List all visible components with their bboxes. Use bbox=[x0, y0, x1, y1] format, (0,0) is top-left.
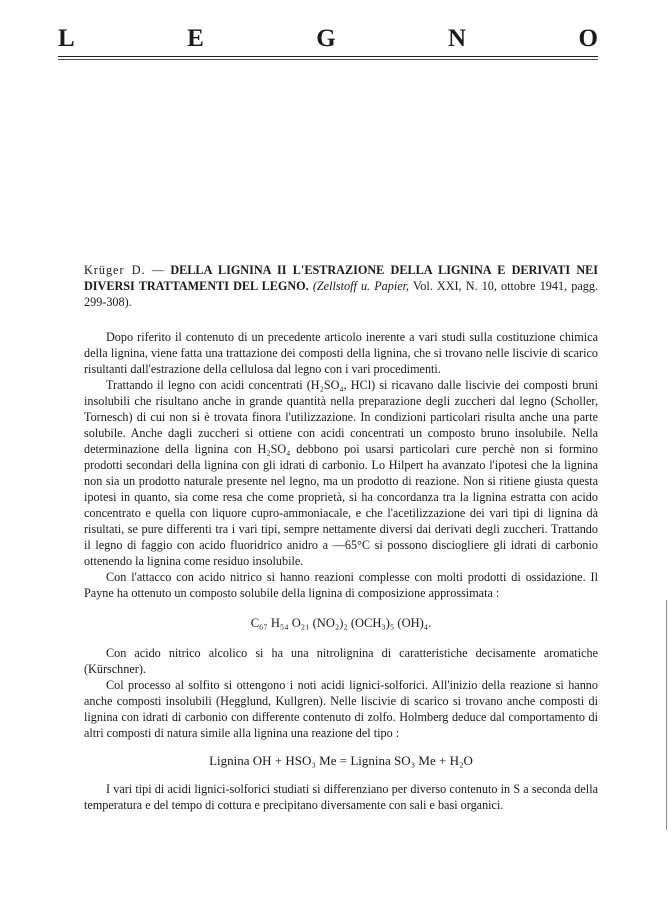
header-letter: G bbox=[316, 25, 336, 52]
article-title: DELLA LIGNINA II L'ESTRAZIONE DELLA LIGNINA E DERIVATI NEI DIVERSI TRATTAMENTI DEL LEGNO. bbox=[84, 263, 599, 293]
journal-name: (Zellstoff u. Papier, bbox=[312, 279, 410, 293]
header-letter: O bbox=[578, 25, 598, 52]
heading-dash: — bbox=[145, 263, 171, 277]
header-letter: L bbox=[58, 25, 75, 52]
paragraph: Col processo al solfito si ottengono i noti acidi lignici-solforici. All'inizio della reazione si hanno anche composti insolubili (Hegglund, Kullgren). Nelle liscivie di scarico si trovano anche composti di lignina con idrati di carbonio con differente contenuto di zolfo. Holmberg deduce dal comportamento di altri composti di natura simile alla lignina una reazione del tipo : bbox=[84, 678, 598, 740]
formula-holmberg: Lignina OH + HSO₃ Me = Lignina SO₃ Me + H₂O bbox=[209, 753, 473, 768]
header-rule-thin bbox=[58, 59, 598, 60]
paragraph: Con acido nitrico alcolico si ha una nitrolignina di caratteristiche decisamente aromatiche (Kürschner). bbox=[84, 646, 598, 676]
paragraph: I vari tipi di acidi lignici-solforici studiati si differenziano per diverso contenuto in S a seconda della temperatura e del tempo di cottura e precipitano diversamente con sali e basi organici. bbox=[84, 782, 598, 812]
paragraph: Con l'attacco con acido nitrico si hanno reazioni complesse con molti prodotti di ossidazione. Il Payne ha ottenuto un composto solubile della lignina di composizione approssimata : bbox=[84, 570, 598, 600]
paragraph: Dopo riferito il contenuto di un precedente articolo inerente a vari studi sulla costituzione chimica della lignina, viene fatta una trattazione dei composti della lignina, che si trovano nelle liscivie di scarico risultanti dall'estrazione della cellulosa dal legno con i vari procedimenti. bbox=[84, 330, 598, 376]
article-heading bbox=[84, 262, 598, 310]
citation-details: Vol. XXI, N. 10, ottobre 1941, pagg. 299-308). bbox=[84, 279, 598, 309]
article-body bbox=[84, 262, 598, 813]
header-letter: N bbox=[448, 25, 467, 52]
article-author: Krüger D. bbox=[84, 263, 146, 277]
formula-payne: C₆₇ H₅₄ O₂₁ (NO₂)₂ (OCH₃)₅ (OH)₄. bbox=[250, 616, 432, 630]
header-letter: E bbox=[187, 25, 204, 52]
running-header bbox=[58, 26, 598, 52]
scan-edge-line bbox=[666, 600, 667, 830]
header-rule bbox=[58, 56, 598, 57]
paragraph: Trattando il legno con acidi concentrati (H₂SO₄, HCl) si ricavano dalle liscivie dei composti bruni insolubili che risultano anche in grande quantità nella preparazione degli zuccheri dal legno (Scholler, Tornesch) di cui non si è trovata finora l'utilizzazione. In condizioni particolari risulta anche una parte solubile. Anche dagli zuccheri si ottiene con acidi concentrati un composto bruno insolubile. Nella determinazione della lignina con H₂SO₄ debbono poi usarsi particolari cure perchè non si formino prodotti secondari della lignina con gli idrati di carbonio. Lo Hilpert ha avanzato l'ipotesi che la lignina non sia un prodotto naturale presente nel legno, ma un prodotto di reazione. Non si ritiene giusta questa ipotesi in quanto, sia come resa che come proprietà, si ha concordanza tra la lignina estratta con acido concentrato e quella con liquore cupro-ammoniacale, e che l'acetilizzazione dei vari tipi di lignina dà risultati, se pure differenti tra i vari tipi, sempre nettamente diversi dai derivati degli zuccheri. Trattando il legno di faggio con acido fluoridrico anidro a —65°C si possono disciogliere gli idrati di carbonio ottenendo la lignina come residuo insolubile. bbox=[84, 378, 598, 568]
